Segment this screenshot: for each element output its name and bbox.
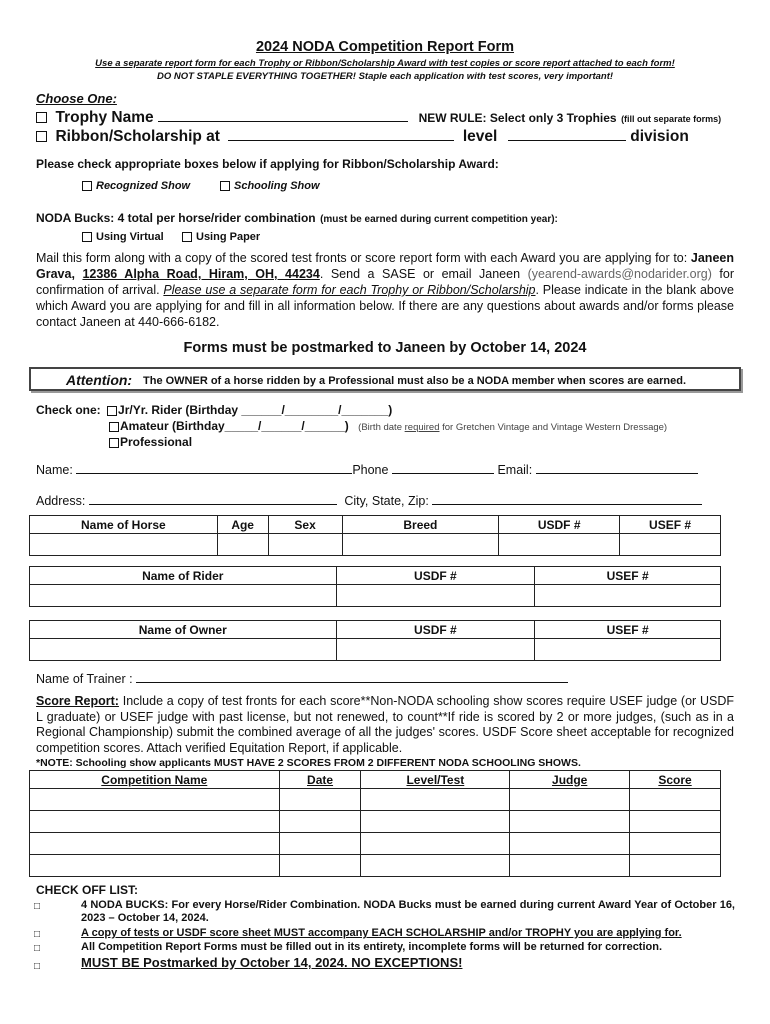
new-rule-note: (fill out separate forms) <box>621 114 722 124</box>
address-row <box>36 491 702 508</box>
check-one-label: Check one: <box>36 403 101 417</box>
using-paper-label: Using Paper <box>196 231 261 243</box>
score-report-text <box>36 694 734 756</box>
form-subtitle-1: Use a separate report form for each Trophy or Ribbon/Scholarship Award with test copies or score report attached to each form! <box>95 58 675 69</box>
new-rule-text: NEW RULE: Select only 3 Trophies <box>418 111 617 125</box>
professional-label: Professional <box>120 435 193 449</box>
email-field[interactable] <box>536 460 698 474</box>
trophy-checkbox[interactable] <box>36 112 47 123</box>
owner-usef-cell[interactable] <box>535 639 721 661</box>
checklist-item-2: A copy of tests or USDF score sheet MUST accompany EACH SCHOLARSHIP and/or TROPHY you are applying for. <box>81 927 682 939</box>
using-paper-option[interactable] <box>182 231 260 243</box>
trainer-field[interactable] <box>136 669 568 683</box>
amateur-checkbox[interactable] <box>109 422 119 432</box>
professional-row <box>109 435 192 449</box>
breed-cell[interactable] <box>342 534 499 556</box>
sex-header: Sex <box>268 516 342 534</box>
noda-bucks-row <box>36 209 558 227</box>
date-cell[interactable] <box>279 855 361 877</box>
level-test-cell[interactable] <box>361 789 510 811</box>
schooling-show-label: Schooling Show <box>234 180 320 192</box>
recognized-show-option[interactable] <box>82 180 190 192</box>
horse-name-cell[interactable] <box>30 534 218 556</box>
mail-instructions <box>36 250 734 330</box>
level-label: level <box>462 128 498 145</box>
using-virtual-label: Using Virtual <box>96 231 164 243</box>
trainer-row <box>36 669 568 686</box>
horse-name-header: Name of Horse <box>30 516 218 534</box>
name-label: Name: <box>36 463 73 477</box>
level-test-cell[interactable] <box>361 811 510 833</box>
schooling-show-checkbox[interactable] <box>220 181 230 191</box>
attention-title: Attention: <box>66 372 133 388</box>
schooling-show-option[interactable] <box>220 180 320 192</box>
sex-cell[interactable] <box>268 534 342 556</box>
recognized-show-checkbox[interactable] <box>82 181 92 191</box>
rider-usef-cell[interactable] <box>535 585 721 607</box>
score-report-body: Include a copy of test fronts for each score**Non-NODA schooling show scores require USEF judge (or USDF L graduate) or USEF judge with past license, but not renewed, to count**If ride is scored by 2 or more judges, (such as in a Regional Championship) submit the combined average of all the judges' scores. USDF Score sheet acceptable for recognized competition scores. Attach verified Equitation Report, if applicable. <box>36 694 734 755</box>
rider-entry-row <box>30 585 721 607</box>
award-instruction: Please check appropriate boxes below if applying for Ribbon/Scholarship Award: <box>36 157 499 171</box>
rider-usdf-header: USDF # <box>336 567 535 585</box>
owner-entry-row <box>30 639 721 661</box>
date-cell[interactable] <box>279 833 361 855</box>
amateur-note-required: required <box>404 422 440 433</box>
mail-text-3: for confirmation of arrival. <box>36 267 735 297</box>
trophy-row <box>36 108 721 127</box>
score-row <box>30 811 721 833</box>
name-field[interactable] <box>76 460 352 474</box>
ribbon-checkbox[interactable] <box>36 131 47 142</box>
jr-yr-checkbox[interactable] <box>107 406 117 416</box>
city-state-zip-field[interactable] <box>432 491 702 505</box>
score-cell[interactable] <box>630 855 721 877</box>
professional-checkbox[interactable] <box>109 438 119 448</box>
mail-text-1: Mail this form along with a copy of the scored test fronts or score report form with each Award you are applying for to: <box>36 251 691 265</box>
rider-usef-header: USEF # <box>535 567 721 585</box>
score-cell[interactable] <box>630 833 721 855</box>
attention-text: The OWNER of a horse ridden by a Professional must also be a NODA member when scores are earned. <box>143 375 687 387</box>
horse-usdf-header: USDF # <box>499 516 620 534</box>
ribbon-show-field[interactable] <box>228 127 454 141</box>
horse-usdf-cell[interactable] <box>499 534 620 556</box>
judge-cell[interactable] <box>510 855 630 877</box>
city-state-zip-label: City, State, Zip: <box>344 494 429 508</box>
owner-usef-header: USEF # <box>535 621 721 639</box>
owner-usdf-cell[interactable] <box>336 639 535 661</box>
score-table <box>29 770 721 877</box>
date-cell[interactable] <box>279 789 361 811</box>
judge-header: Judge <box>510 771 630 789</box>
checklist-bullet-3: □ <box>34 943 41 954</box>
separate-form-note: Please use a separate form for each Trophy or Ribbon/Scholarship <box>163 283 536 297</box>
form-subtitle-2: DO NOT STAPLE EVERYTHING TOGETHER! Staple each application with test scores, very important! <box>156 71 614 82</box>
recognized-show-label: Recognized Show <box>96 180 191 192</box>
score-cell[interactable] <box>630 811 721 833</box>
date-cell[interactable] <box>279 811 361 833</box>
horse-entry-row <box>30 534 721 556</box>
mail-text-2: . Send a SASE or email Janeen <box>319 267 528 281</box>
score-row <box>30 789 721 811</box>
judge-cell[interactable] <box>510 811 630 833</box>
checklist-bullet-2: □ <box>34 929 41 940</box>
amateur-note-1: (Birth date <box>358 422 405 433</box>
judge-cell[interactable] <box>510 789 630 811</box>
trophy-name-label: Trophy Name <box>55 109 154 126</box>
rider-table <box>29 566 721 607</box>
rider-name-header: Name of Rider <box>30 567 337 585</box>
mail-address: 12386 Alpha Road, Hiram, OH, 44234 <box>82 267 320 281</box>
breed-header: Breed <box>342 516 499 534</box>
email-label: Email: <box>497 463 533 477</box>
form-title: 2024 NODA Competition Report Form <box>255 39 515 55</box>
contact-email[interactable]: (yearend-awards@nodarider.org) <box>527 267 712 281</box>
competition-cell[interactable] <box>30 789 280 811</box>
address-field[interactable] <box>89 491 337 505</box>
ribbon-row <box>36 127 689 146</box>
trainer-label: Name of Trainer : <box>36 672 133 686</box>
owner-table <box>29 620 721 661</box>
checklist-item-4: MUST BE Postmarked by October 14, 2024. NO EXCEPTIONS! <box>81 955 463 970</box>
checklist-title: CHECK OFF LIST: <box>36 883 138 897</box>
level-test-header: Level/Test <box>361 771 510 789</box>
level-test-cell[interactable] <box>361 855 510 877</box>
competition-cell[interactable] <box>30 833 280 855</box>
checklist-item-3: All Competition Report Forms must be filled out in its entirety, incomplete forms will be returned for correction. <box>81 941 663 953</box>
contact-name: Janeen Grava, <box>36 251 734 281</box>
amateur-label: Amateur (Birthday_____/______/______) <box>120 419 349 433</box>
owner-usdf-header: USDF # <box>336 621 535 639</box>
checklist-bullet-4: □ <box>34 961 41 972</box>
schooling-note: *NOTE: Schooling show applicants MUST HAVE 2 SCORES FROM 2 DIFFERENT NODA SCHOOLING SHOWS. <box>36 757 581 769</box>
rider-name-cell[interactable] <box>30 585 337 607</box>
age-cell[interactable] <box>217 534 268 556</box>
noda-bucks-label: NODA Bucks: 4 total per horse/rider combination <box>36 211 316 225</box>
address-label: Address: <box>36 494 86 508</box>
competition-cell[interactable] <box>30 811 280 833</box>
owner-name-cell[interactable] <box>30 639 337 661</box>
using-paper-checkbox[interactable] <box>182 232 192 242</box>
using-virtual-option[interactable] <box>82 231 164 243</box>
amateur-row <box>109 419 667 433</box>
checklist-item-1: 4 NODA BUCKS: For every Horse/Rider Combination. NODA Bucks must be earned during current Award Year of October 16, 2023 – October 14, 2024. <box>81 899 735 924</box>
division-label: division <box>630 128 689 145</box>
phone-field[interactable] <box>392 460 494 474</box>
score-row <box>30 855 721 877</box>
choose-one-label: Choose One: <box>36 91 117 106</box>
judge-cell[interactable] <box>510 833 630 855</box>
phone-label: Phone <box>352 463 389 477</box>
noda-bucks-note: (must be earned during current competition year): <box>320 214 558 225</box>
mail-text-4: . Please indicate in the blank above which Award you are applying for and fill in all information below. If there are any questions about awards and/or forms please contact Janeen at 440-666-6182. <box>36 283 734 329</box>
level-field[interactable] <box>508 127 626 141</box>
jr-yr-label: Jr/Yr. Rider (Birthday ______/________/_______) <box>118 403 393 417</box>
amateur-note <box>358 422 667 433</box>
deadline-heading: Forms must be postmarked to Janeen by October 14, 2024 <box>183 340 587 356</box>
age-header: Age <box>217 516 268 534</box>
score-report-label: Score Report: <box>36 694 119 708</box>
name-row <box>36 460 698 477</box>
score-header: Score <box>630 771 721 789</box>
competition-name-header: Competition Name <box>30 771 280 789</box>
competition-cell[interactable] <box>30 855 280 877</box>
horse-usef-header: USEF # <box>620 516 721 534</box>
level-test-cell[interactable] <box>361 833 510 855</box>
horse-table <box>29 515 721 556</box>
trophy-name-field[interactable] <box>158 108 408 122</box>
amateur-note-2: for Gretchen Vintage and Vintage Western Dressage) <box>439 422 668 433</box>
owner-name-header: Name of Owner <box>30 621 337 639</box>
check-one-row <box>36 403 392 417</box>
attention-box <box>29 367 741 391</box>
rider-usdf-cell[interactable] <box>336 585 535 607</box>
score-cell[interactable] <box>630 789 721 811</box>
date-header: Date <box>279 771 361 789</box>
checklist-bullet-1: □ <box>34 901 41 912</box>
ribbon-label: Ribbon/Scholarship at <box>55 128 220 145</box>
using-virtual-checkbox[interactable] <box>82 232 92 242</box>
score-row <box>30 833 721 855</box>
horse-usef-cell[interactable] <box>620 534 721 556</box>
